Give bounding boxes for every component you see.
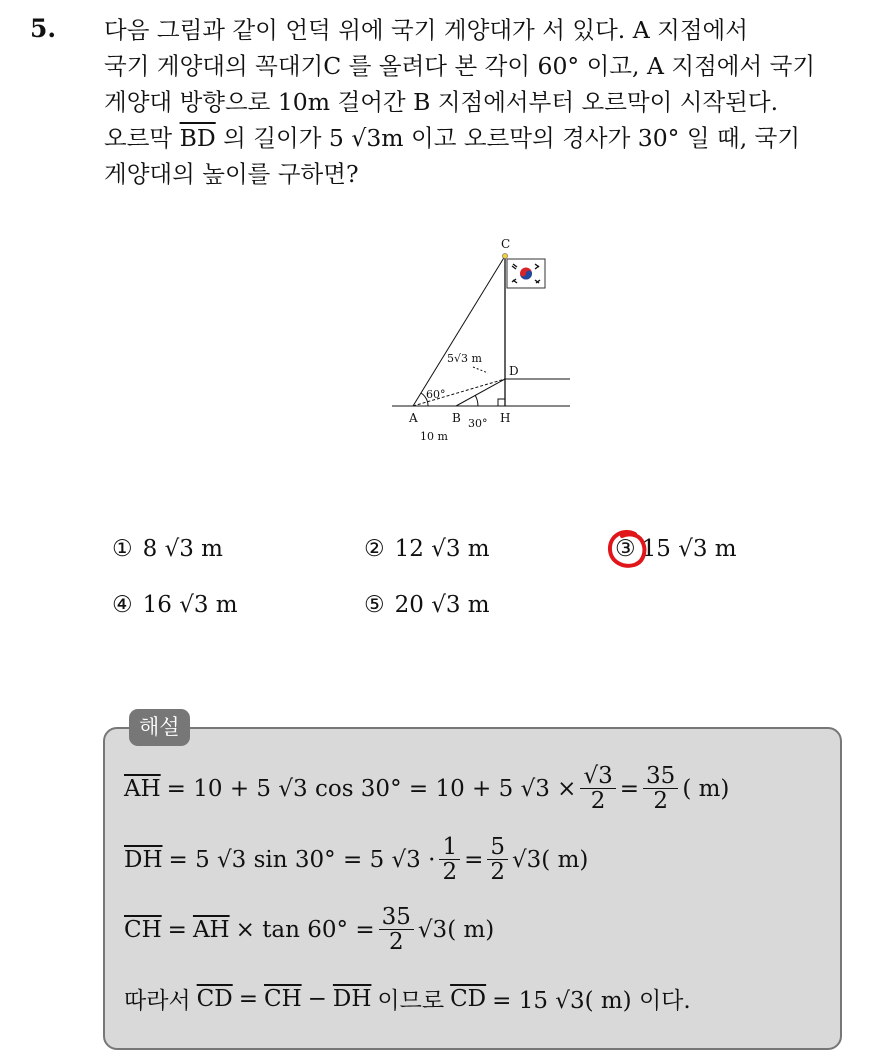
fraction-root3-over-2: $\frac{√3}{2}$ — [580, 764, 615, 813]
choice-5-text: 20 √3 m — [394, 592, 490, 618]
choice-4-number: ④ — [112, 592, 133, 618]
segment-bd: $\overline{BD}$ — [179, 124, 216, 152]
choice-2[interactable] — [364, 536, 490, 562]
choice-3-number: ③ — [615, 536, 636, 562]
fraction-35-over-2: $\frac{35}{2}$ — [643, 764, 678, 813]
choice-2-text: 12 √3 m — [394, 536, 490, 562]
point-c-marker — [502, 253, 507, 258]
fraction-1-over-2: $\frac{1}{2}$ — [439, 835, 460, 884]
fraction-5-over-2: $\frac{5}{2}$ — [487, 835, 508, 884]
label-slope: 5√3 m — [447, 352, 482, 365]
label-h: H — [500, 411, 511, 425]
choice-1-text: 8 √3 m — [142, 536, 223, 562]
segment-dh: $\overline{DH}$ — [124, 846, 163, 873]
segment-ch-2: $\overline{CH}$ — [263, 985, 302, 1012]
solution-line-1: $\overline{AH}$ = 10 + 5 √3 cos 30° = 10 + 5 √3 × $\frac{√3}{2}$ = $\frac{35}{2}$ ( m) — [124, 763, 730, 815]
label-angle-60: 60° — [426, 388, 446, 401]
question-number: 5. — [30, 14, 57, 43]
question-line-4 — [104, 120, 874, 156]
answer-circle-mark — [605, 528, 649, 572]
question-line-2: 국기 게양대의 꼭대기C 를 올려다 본 각이 60° 이고, A 지점에서 국기 — [104, 52, 816, 80]
choice-4-text: 16 √3 m — [142, 592, 238, 618]
solution-tag: 해설 — [129, 709, 190, 746]
choice-2-number: ② — [364, 536, 385, 562]
segment-ch: $\overline{CH}$ — [124, 916, 162, 943]
choice-5-number: ⑤ — [364, 592, 385, 618]
label-d: D — [509, 364, 519, 378]
question-line-4-a: 오르막 — [104, 124, 180, 152]
segment-cd-2: $\overline{CD}$ — [450, 985, 487, 1012]
fraction-35-over-2-b: $\frac{35}{2}$ — [379, 905, 414, 954]
question-line-1: 다음 그림과 같이 언덕 위에 국기 게양대가 서 있다. A 지점에서 — [104, 16, 748, 44]
solution-line-3: $\overline{CH}$ = $\overline{AH}$ × tan 60° = $\frac{35}{2}$ √3( m) — [124, 904, 495, 956]
choice-1-number: ① — [112, 536, 133, 562]
choice-5[interactable] — [364, 592, 490, 618]
question-text — [104, 12, 874, 192]
solution-line-1-expr: = 10 + 5 √3 cos 30° = 10 + 5 √3 × — [166, 775, 577, 802]
solution-line-4: 따라서 $\overline{CD}$ = $\overline{CH}$ − $\overline{DH}$ 이므로 $\overline{CD}$ = 15 √3( m) 이다. — [124, 985, 691, 1014]
segment-ah: $\overline{AH}$ — [124, 775, 161, 802]
label-distance: 10 m — [420, 430, 448, 443]
solution-line-2: $\overline{DH}$ = 5 √3 sin 30° = 5 √3 · $\frac{1}{2}$ = $\frac{5}{2}$ √3( m) — [124, 834, 589, 886]
segment-dh-2: $\overline{DH}$ — [332, 985, 372, 1012]
label-b: B — [452, 411, 461, 425]
solution-line-2-expr: = 5 √3 sin 30° = 5 √3 · — [168, 846, 436, 873]
question-line-3: 게양대 방향으로 10m 걸어간 B 지점에서부터 오르막이 시작된다. — [104, 88, 779, 116]
right-angle-mark — [498, 399, 505, 406]
question-line-4-b: 의 길이가 5 √3m 이고 오르막의 경사가 30° 일 때, 국기 — [215, 124, 801, 152]
segment-ah-2: $\overline{AH}$ — [192, 916, 230, 943]
label-a: A — [409, 411, 418, 425]
hill-flagpole-diagram — [380, 228, 580, 448]
choice-3-text: 15 √3 m — [641, 536, 737, 562]
label-c: C — [501, 237, 511, 251]
solution-line-3-expr: × tan 60° = — [235, 916, 375, 943]
slope-dash — [473, 367, 488, 373]
choice-1[interactable] — [112, 536, 223, 562]
question-line-5: 게양대의 높이를 구하면? — [104, 160, 359, 188]
label-angle-30: 30° — [468, 417, 488, 430]
choice-4[interactable] — [112, 592, 238, 618]
segment-cd: $\overline{CD}$ — [196, 985, 233, 1012]
angle-arc-b — [475, 395, 478, 406]
